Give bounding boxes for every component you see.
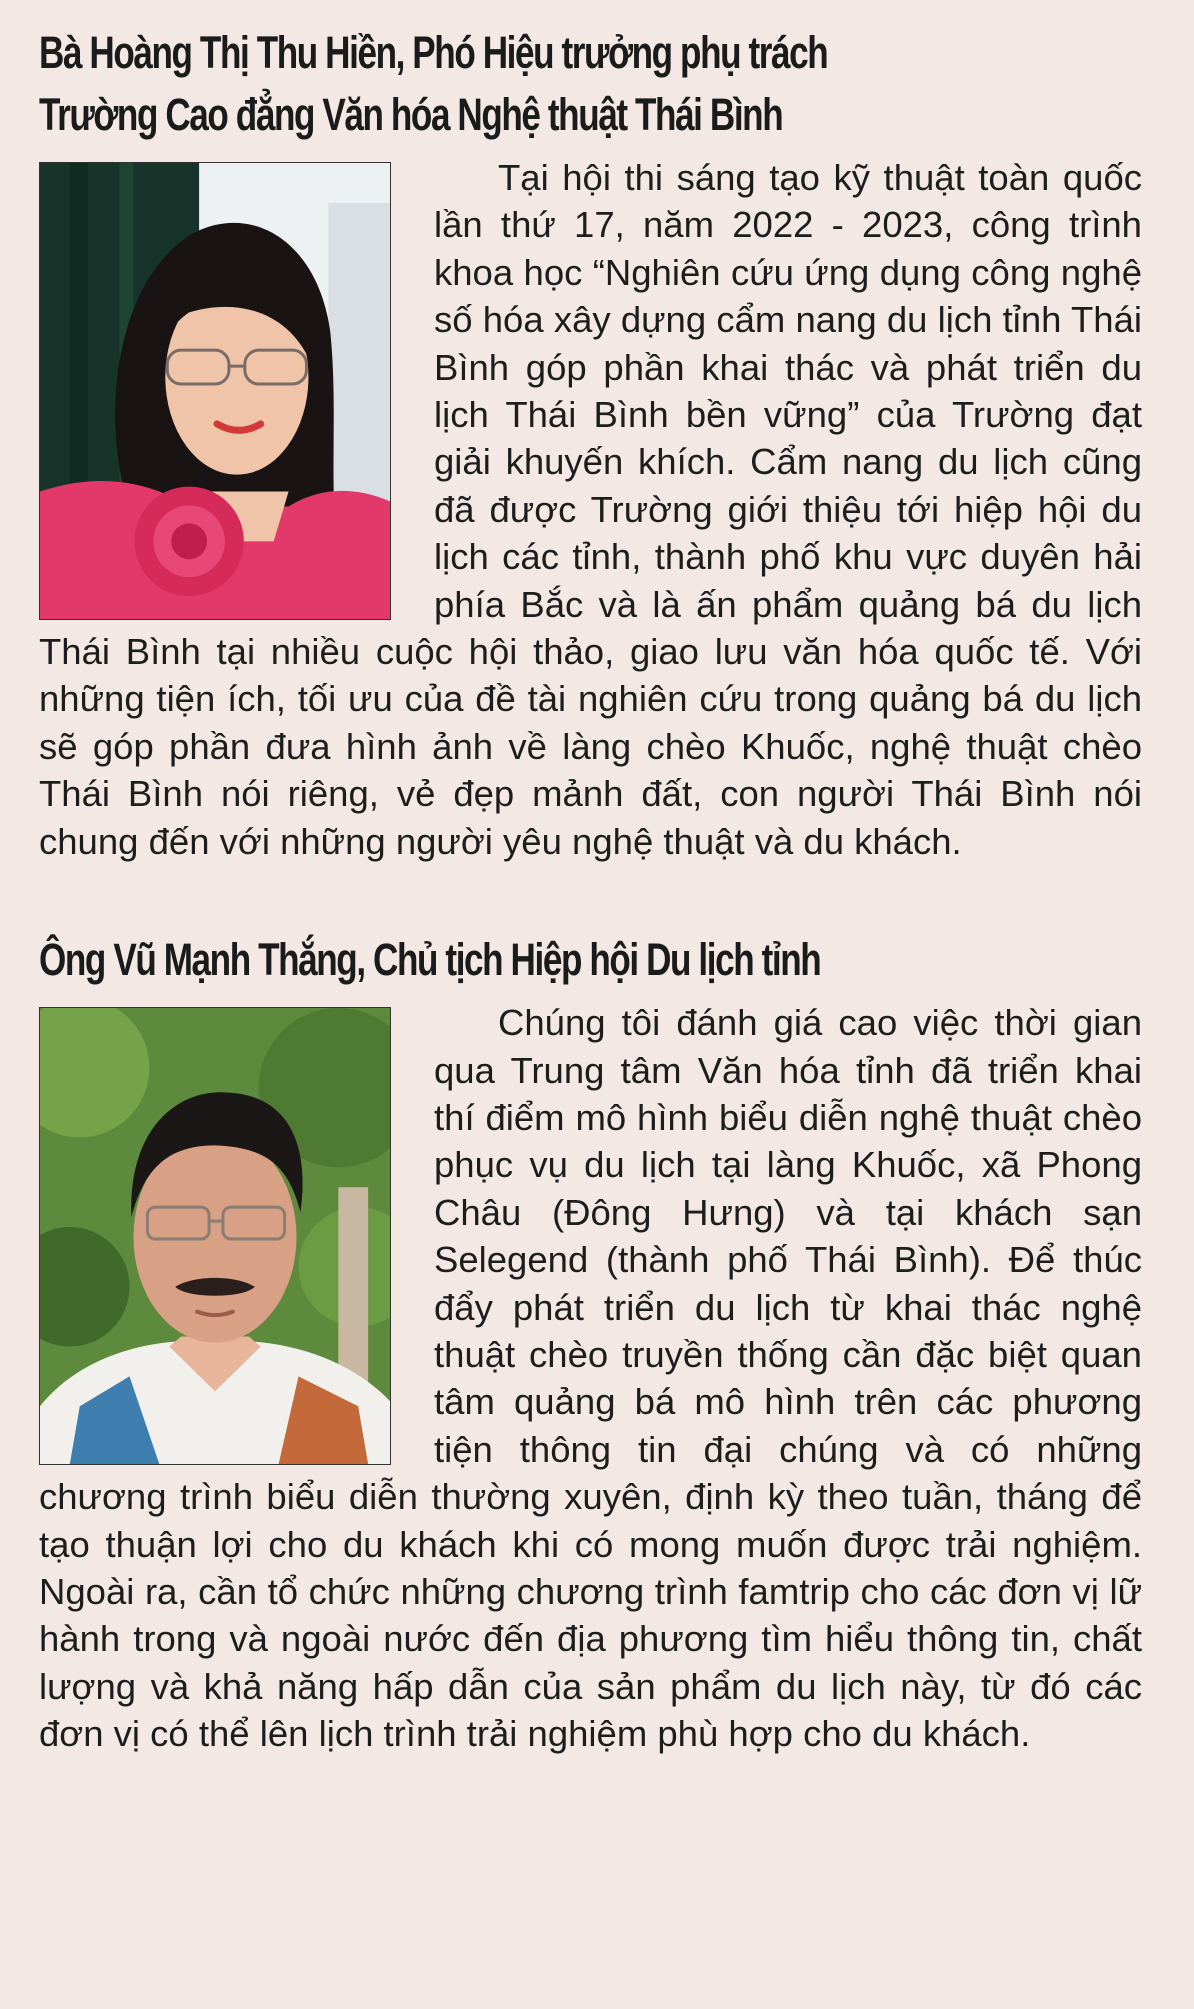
quote-title <box>39 929 1140 991</box>
quote-title-line-1: Ông Vũ Mạnh Thắng, Chủ tịch Hiệp hội Du lịch tỉnh <box>39 934 821 986</box>
portrait-photo <box>39 162 391 620</box>
quote-title-line-1: Bà Hoàng Thị Thu Hiền, Phó Hiệu trưởng phụ trách <box>39 27 828 78</box>
portrait-photo <box>39 1007 391 1465</box>
quote-text: Tại hội thi sáng tạo kỹ thuật toàn quốc lần thứ 17, năm 2022 - 2023, công trình khoa học “Nghiên cứu ứng dụng công nghệ số hóa xây dựng cẩm nang du lịch tỉnh Thái Bình góp phần khai thác và phát triển du lịch Thái Bình bền vững” của Trường đạt giải khuyến khích. Cẩm nang du lịch cũng đã được Trường giới thiệu tới hiệp hội du lịch các tỉnh, thành phố khu vực duyên hải phía Bắc và là ấn phẩm quảng bá du lịch Thái Bình tại nhiều cuộc hội thảo, giao lưu văn hóa quốc tế. Với những tiện ích, tối ưu của đề tài nghiên cứu trong quảng bá du lịch sẽ góp phần đưa hình ảnh về làng chèo Khuốc, nghệ thuật chèo Thái Bình nói riêng, vẻ đẹp mảnh đất, con người Thái Bình nói chung đến với những người yêu nghệ thuật và du khách. <box>39 157 1142 862</box>
woman-portrait-image <box>40 163 390 619</box>
quote-title-line-2: Trường Cao đẳng Văn hóa Nghệ thuật Thái Bình <box>39 89 783 140</box>
quote-vu-manh-thang <box>39 929 1142 1758</box>
quote-body <box>39 999 1142 1758</box>
quote-hoang-thi-thu-hien <box>39 22 1142 865</box>
quote-text: Chúng tôi đánh giá cao việc thời gian qua Trung tâm Văn hóa tỉnh đã triển khai thí điểm mô hình biểu diễn nghệ thuật chèo phục vụ du lịch tại làng Khuốc, xã Phong Châu (Đông Hưng) và tại khách sạn Selegend (thành phố Thái Bình). Để thúc đẩy phát triển du lịch từ khai thác nghệ thuật chèo truyền thống cần đặc biệt quan tâm quảng bá mô hình trên các phương tiện thông tin đại chúng và có những chương trình biểu diễn thường xuyên, định kỳ theo tuần, tháng để tạo thuận lợi cho du khách khi có mong muốn được trải nghiệm. Ngoài ra, cần tổ chức những chương trình famtrip cho các đơn vị lữ hành trong và ngoài nước đến địa phương tìm hiểu thông tin, chất lượng và khả năng hấp dẫn của sản phẩm du lịch này, từ đó các đơn vị có thể lên lịch trình trải nghiệm phù hợp cho du khách. <box>39 1002 1142 1755</box>
quote-title <box>39 22 1140 146</box>
man-portrait-image <box>40 1008 390 1464</box>
quote-body <box>39 154 1142 865</box>
